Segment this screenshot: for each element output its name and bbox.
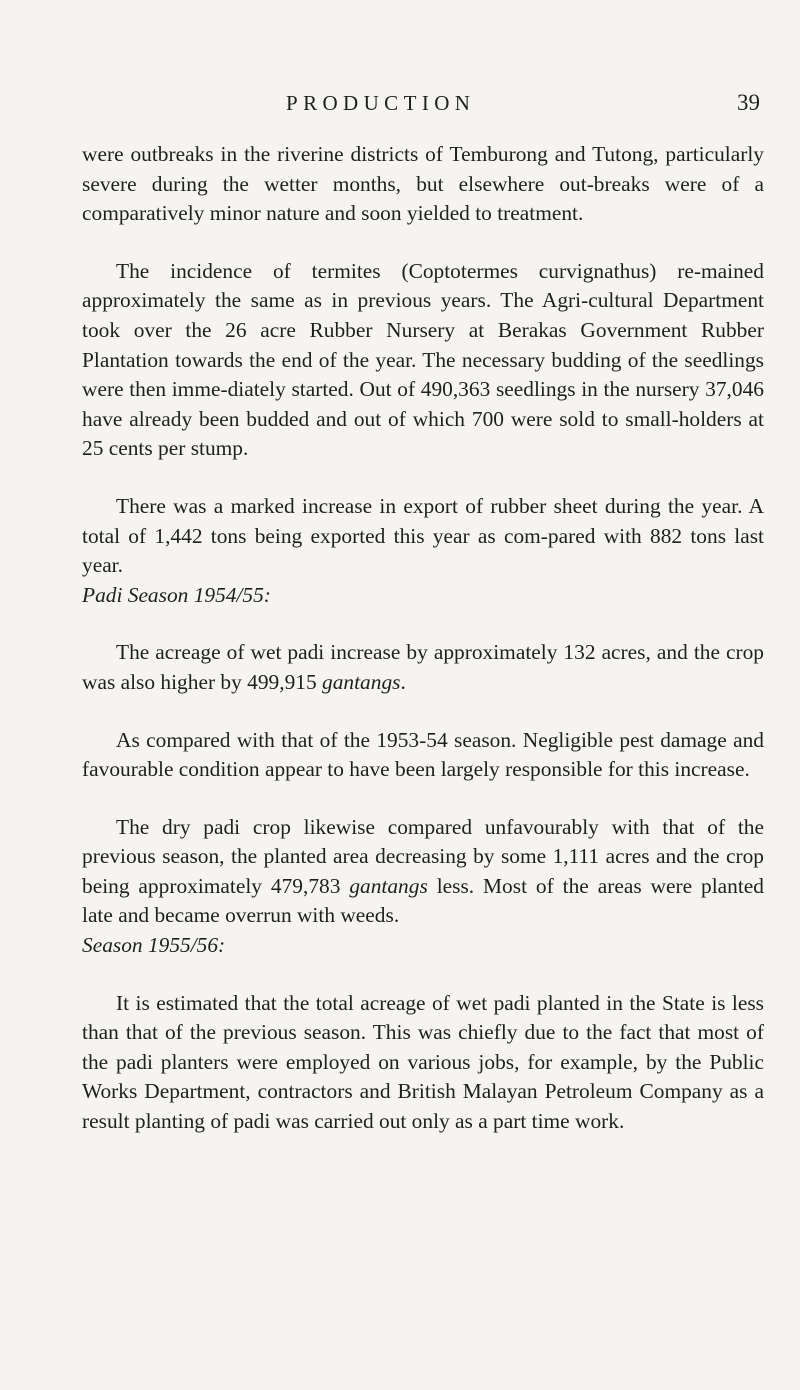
- paragraph-wet-padi-end: .: [400, 669, 406, 694]
- paragraph-dry-padi: [82, 813, 764, 931]
- body-text: [82, 140, 764, 1137]
- paragraph-termites: The incidence of termites (Coptotermes curvignathus) re-mained approximately the same as in previous years. The Agri-cultural Department took over the 26 acre Rubber Nursery at Berakas Government Rubber Plantation towards the end of the year. The necessary budding of the seedlings were then imme-diately started. Out of 490,363 seedlings in the nursery 37,046 have already been budded and out of which 700 were sold to small-holders at 25 cents per stump.: [82, 258, 764, 461]
- paragraph-wet-padi: [82, 638, 764, 697]
- section-heading-padi-1954: Padi Season 1954/55:: [82, 582, 271, 607]
- section-heading-season-1955: Season 1955/56:: [82, 933, 226, 958]
- paragraph-wet-padi-text: The acreage of wet padi increase by approximately 132 acres, and the crop was also higher by 499,915: [82, 640, 764, 694]
- paragraph-comparison: As compared with that of the 1953-54 season. Negligible pest damage and favourable condition appear to have been largely responsible for this increase.: [82, 727, 764, 782]
- paragraph-estimated-acreage: It is estimated that the total acreage of wet padi planted in the State is less than that of the previous season. This was chiefly due to the fact that most of the padi planters were employed on various jobs, for example, by the Public Works Department, contractors and British Malayan Petroleum Company as a result planting of padi was carried out only as a part time work.: [82, 990, 764, 1134]
- paragraph-wet-padi-unit: gantangs: [322, 669, 401, 694]
- paragraph-dry-padi-end: less. Most of the areas were planted late and became overrun with weeds.: [82, 873, 764, 928]
- paragraph-dry-padi-text: The dry padi crop likewise compared unfavourably with that of the previous season, the planted area decreasing by some 1,111 acres and the crop being approximately 479,783: [82, 814, 764, 898]
- paragraph-dry-padi-unit: gantangs: [349, 873, 428, 898]
- paragraph-rubber-export: There was a marked increase in export of rubber sheet during the year. A total of 1,442 tons being exported this year as com-pared with 882 tons last year.: [82, 493, 764, 578]
- paragraph-continued: were outbreaks in the riverine districts of Temburong and Tutong, particularly severe during the wetter months, but elsewhere out-breaks were of a comparatively minor nature and soon yielded to treatment.: [82, 142, 764, 226]
- running-head-title: PRODUCTION: [286, 91, 476, 115]
- page-number: 39: [737, 90, 760, 115]
- running-head: [286, 88, 760, 118]
